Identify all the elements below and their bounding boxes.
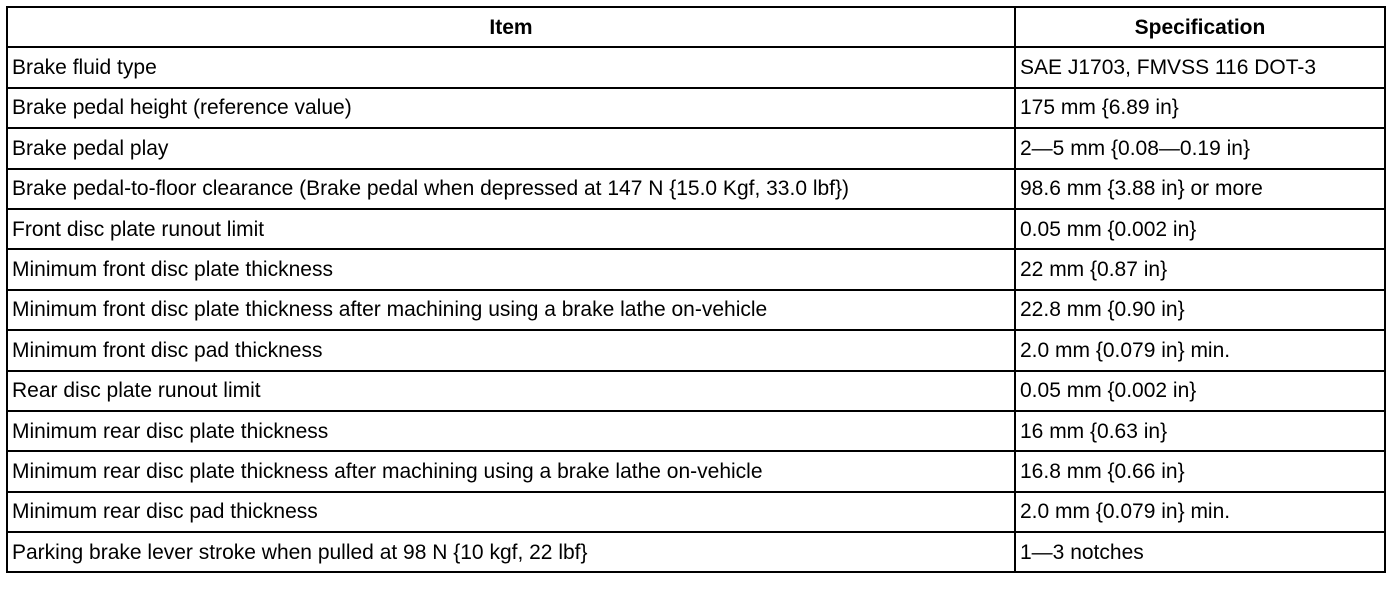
table-row xyxy=(7,371,1385,411)
item-cell: Brake pedal play xyxy=(7,128,1015,168)
item-cell: Brake fluid type xyxy=(7,47,1015,87)
header-item: Item xyxy=(7,7,1015,47)
table-row xyxy=(7,47,1385,87)
item-cell: Minimum rear disc plate thickness after machining using a brake lathe on-vehicle xyxy=(7,451,1015,491)
table-row xyxy=(7,169,1385,209)
table-row xyxy=(7,411,1385,451)
item-cell: Minimum front disc plate thickness after machining using a brake lathe on-vehicle xyxy=(7,290,1015,330)
spec-table-container xyxy=(6,6,1384,573)
table-row xyxy=(7,532,1385,572)
table-body xyxy=(7,47,1385,572)
table-row xyxy=(7,492,1385,532)
specification-cell: 2.0 mm {0.079 in} min. xyxy=(1015,492,1385,532)
specification-cell: 175 mm {6.89 in} xyxy=(1015,88,1385,128)
header-row xyxy=(7,7,1385,47)
table-row xyxy=(7,451,1385,491)
specification-cell: 22.8 mm {0.90 in} xyxy=(1015,290,1385,330)
item-cell: Minimum rear disc pad thickness xyxy=(7,492,1015,532)
item-cell: Brake pedal-to-floor clearance (Brake pedal when depressed at 147 N {15.0 Kgf, 33.0 lbf}) xyxy=(7,169,1015,209)
specification-cell: 16 mm {0.63 in} xyxy=(1015,411,1385,451)
specification-cell: 16.8 mm {0.66 in} xyxy=(1015,451,1385,491)
brake-specification-table xyxy=(6,6,1386,573)
specification-cell: 0.05 mm {0.002 in} xyxy=(1015,371,1385,411)
specification-cell: 1—3 notches xyxy=(1015,532,1385,572)
specification-cell: 22 mm {0.87 in} xyxy=(1015,249,1385,289)
item-cell: Minimum front disc plate thickness xyxy=(7,249,1015,289)
specification-cell: 2—5 mm {0.08—0.19 in} xyxy=(1015,128,1385,168)
table-row xyxy=(7,88,1385,128)
specification-cell: SAE J1703, FMVSS 116 DOT-3 xyxy=(1015,47,1385,87)
table-row xyxy=(7,290,1385,330)
specification-cell: 0.05 mm {0.002 in} xyxy=(1015,209,1385,249)
table-row xyxy=(7,330,1385,370)
specification-cell: 2.0 mm {0.079 in} min. xyxy=(1015,330,1385,370)
item-cell: Brake pedal height (reference value) xyxy=(7,88,1015,128)
table-row xyxy=(7,209,1385,249)
item-cell: Minimum rear disc plate thickness xyxy=(7,411,1015,451)
table-row xyxy=(7,249,1385,289)
table-row xyxy=(7,128,1385,168)
specification-cell: 98.6 mm {3.88 in} or more xyxy=(1015,169,1385,209)
item-cell: Rear disc plate runout limit xyxy=(7,371,1015,411)
table-header xyxy=(7,7,1385,47)
header-specification: Specification xyxy=(1015,7,1385,47)
item-cell: Minimum front disc pad thickness xyxy=(7,330,1015,370)
item-cell: Front disc plate runout limit xyxy=(7,209,1015,249)
item-cell: Parking brake lever stroke when pulled at 98 N {10 kgf, 22 lbf} xyxy=(7,532,1015,572)
